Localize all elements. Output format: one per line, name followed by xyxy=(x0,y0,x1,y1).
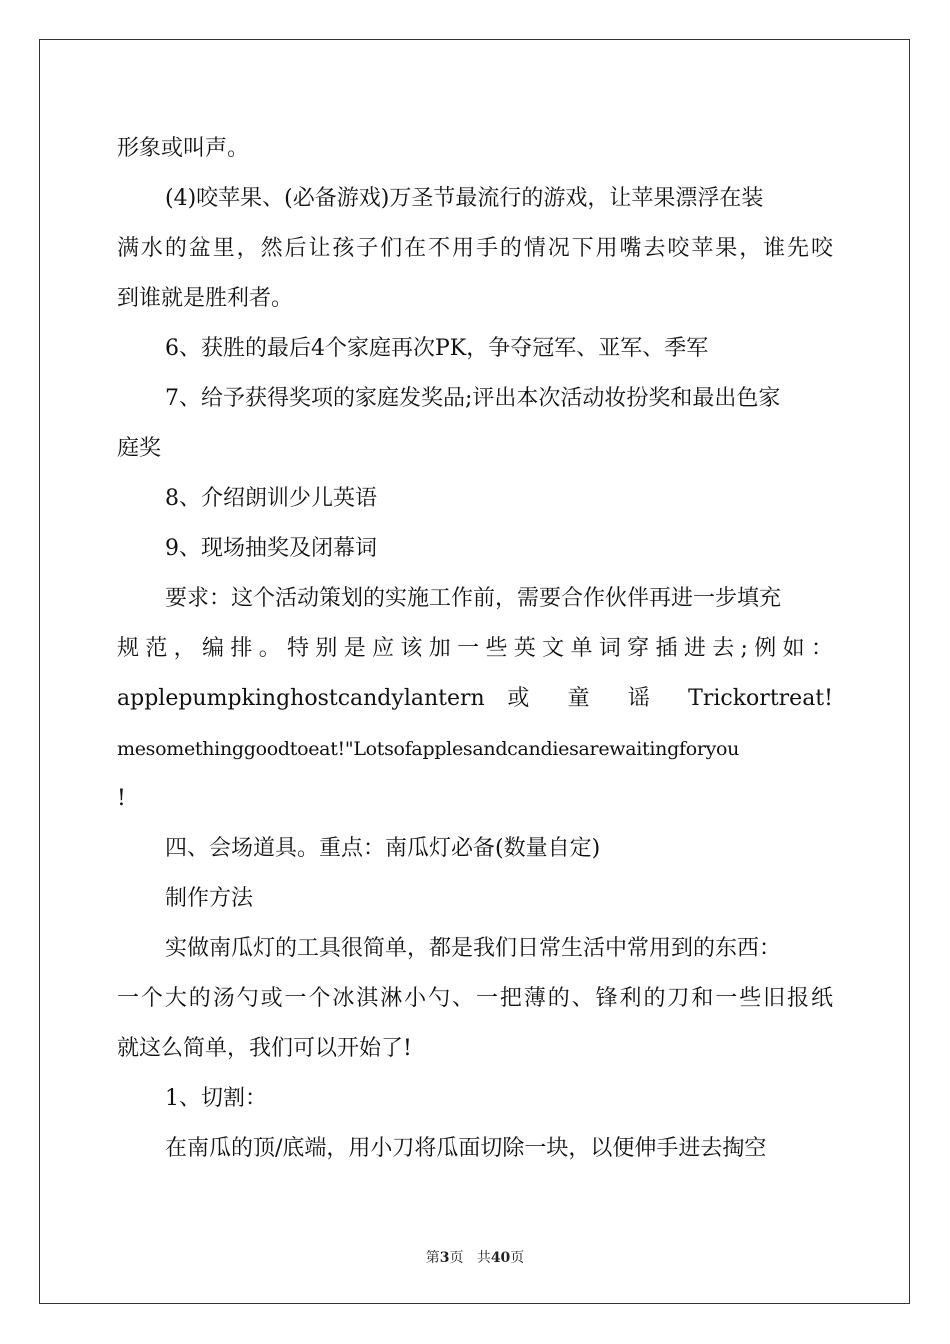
text-line-16: 制作方法 xyxy=(165,886,254,911)
footer-total-number: 40 xyxy=(490,1250,511,1266)
text-line-2: (4)咬苹果、(必备游戏)万圣节最流行的游戏，让苹果漂浮在装 xyxy=(165,186,764,211)
text-line-3: 满水的盆里，然后让孩子们在不用手的情况下用嘴去咬苹果，谁先咬 xyxy=(117,236,833,261)
page-footer xyxy=(0,1247,950,1267)
text-line-20: 1、切割： xyxy=(165,1086,267,1111)
text-line-13: mesomethinggoodtoeat!"Lotsofapplesandcandiesarewaitingforyou xyxy=(117,738,740,760)
text-line-5: 6、获胜的最后4个家庭再次PK，争夺冠军、亚军、季军 xyxy=(165,336,709,361)
text-line-9: 9、现场抽奖及闭幕词 xyxy=(165,536,377,561)
text-line-19: 就这么简单，我们可以开始了! xyxy=(117,1036,412,1061)
footer-total-prefix: 共 xyxy=(476,1250,491,1266)
text-line-6: 7、给予获得奖项的家庭发奖品;评出本次活动妆扮奖和最出色家 xyxy=(165,386,781,411)
text-line-8: 8、介绍朗训少儿英语 xyxy=(165,486,377,511)
text-line-17: 实做南瓜灯的工具很简单，都是我们日常生活中常用到的东西： xyxy=(165,936,782,961)
footer-page-number: 3 xyxy=(439,1250,450,1266)
footer-page-unit: 页 xyxy=(449,1250,464,1266)
text-line-14: ! xyxy=(117,786,126,811)
footer-page-prefix: 第 xyxy=(425,1250,440,1266)
text-line-15: 四、会场道具。重点：南瓜灯必备(数量自定) xyxy=(165,836,601,861)
text-line-12: applepumpkinghostcandylantern 或 童 谣 Trickortreat! xyxy=(117,686,833,711)
text-line-10: 要求：这个活动策划的实施工作前，需要合作伙伴再进一步填充 xyxy=(165,586,782,611)
text-line-11: 规范，编排。特别是应该加一些英文单词穿插进去;例如： xyxy=(117,636,833,661)
text-line-7: 庭奖 xyxy=(117,436,162,461)
text-line-4: 到谁就是胜利者。 xyxy=(117,286,294,311)
footer-total-unit: 页 xyxy=(510,1250,525,1266)
text-line-1: 形象或叫声。 xyxy=(117,136,250,161)
text-line-21: 在南瓜的顶/底端，用小刀将瓜面切除一块，以便伸手进去掏空 xyxy=(165,1136,767,1161)
text-line-18: 一个大的汤勺或一个冰淇淋小勺、一把薄的、锋利的刀和一些旧报纸 xyxy=(117,986,833,1011)
